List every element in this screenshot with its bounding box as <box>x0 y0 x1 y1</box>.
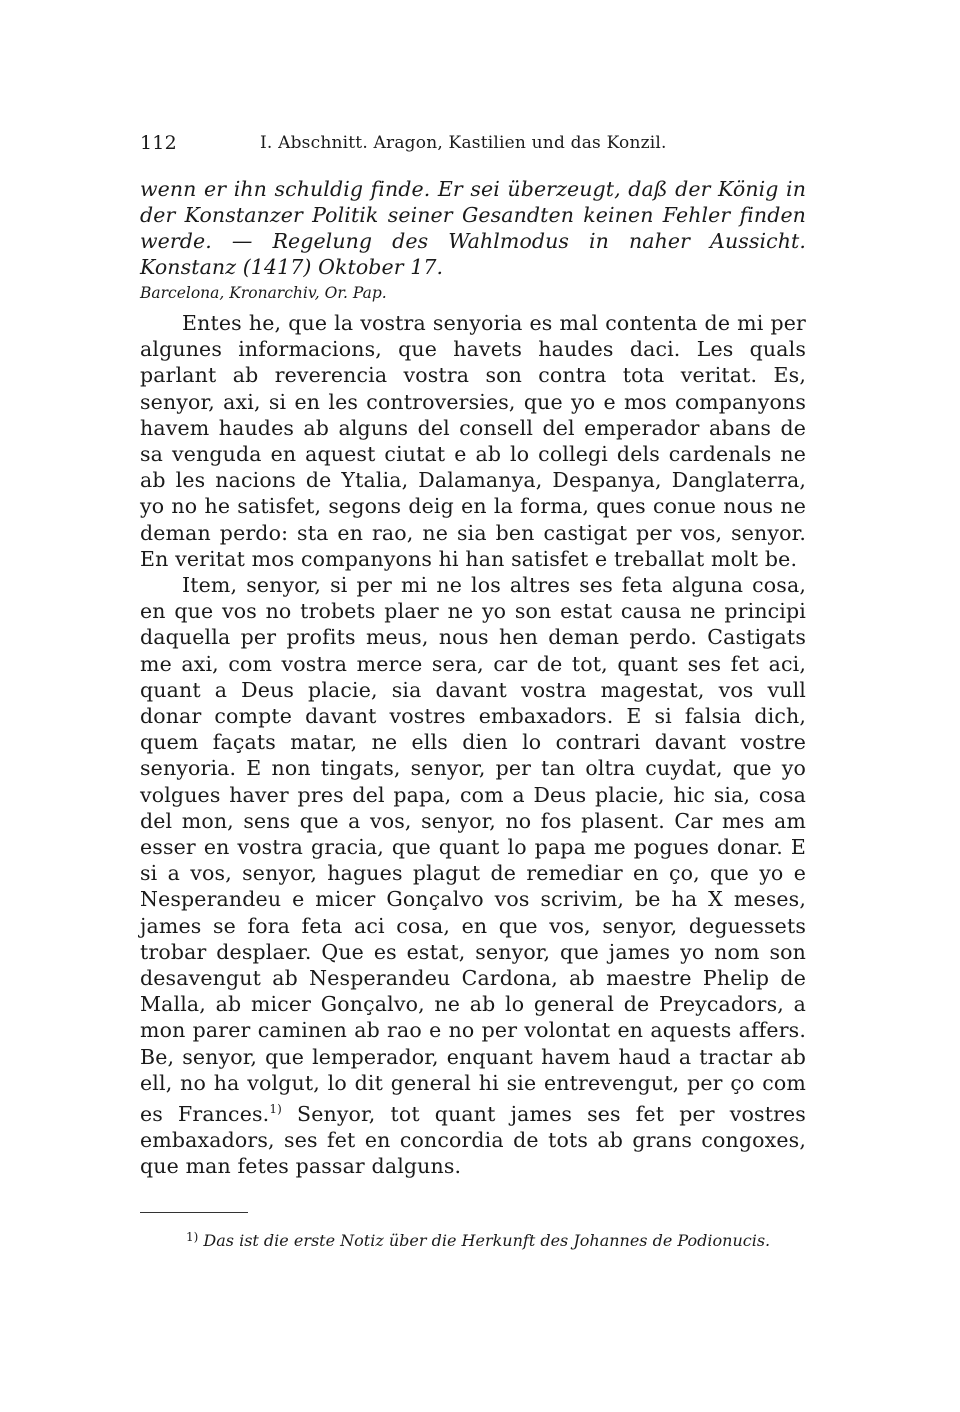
footnote <box>186 1226 806 1252</box>
footnote-reference: 1) <box>269 1102 282 1117</box>
paragraph-text: Item, senyor, si per mi ne los altres ses feta alguna cosa, en que vos no trobets plaer ne yo son estat causa ne principi daquella per profits meus, nous hen deman perdo. Castigats me axi, com vostra merce sera, car de tot, quant ses fet aci, quant a Deus placie, sia davant vostra magestat, vos vull donar compte davant vostres embaxadors. E si falsia dich, quem façats matar, ne ells dien lo contrari davant vostre senyoria. E non tingats, senyor, per tan oltra cuydat, que yo volgues haver pres del papa, com a Deus placie, hic sia, cosa del mon, sens que a vos, senyor, no fos plasent. Car mes am esser en vostra gracia, que quant lo papa me pogues donar. E si a vos, senyor, hagues plagut de remediar en ço, que yo e Nesperandeu e micer Gonçalvo vos scrivim, be ha X meses, james se fora feta aci cosa, en que vos, senyor, deguessets trobar desplaer. Que es estat, senyor, que james yo nom son desavengut ab Nesperandeu Cardona, ab maestre Phelip de Malla, ab micer Gonçalvo, ne ab lo general de Preycadors, a mon parer caminen ab rao e no per volontat en aquests affers. Be, senyor, que lemperador, enquant havem haud a tractar ab ell, no ha volgut, lo dit general hi sie entrevengut, per ço com es Frances. <box>140 573 806 1126</box>
archival-source: Barcelona, Kronarchiv, Or. Pap. <box>140 284 387 302</box>
footnote-mark: 1) <box>186 1230 199 1244</box>
document-summary: wenn er ihn schuldig finde. Er sei überzeugt, daß der König in der Konstanzer Politik seiner Gesandten keinen Fehler finden werde. — Regelung des Wahlmodus in naher Aussicht. Konstanz (1417) Oktober 17. <box>140 177 806 279</box>
body-paragraph <box>140 572 806 1180</box>
body-paragraph: Entes he, que la vostra senyoria es mal contenta de mi per algunes informacions, que havets haudes daci. Les quals parlant ab reverencia vostra son contra tota veritat. Es, senyor, axi, si en les controversies, que yo e mos companyons havem haudes ab alguns del consell del emperador abans de sa venguda en aquest ciutat e ab lo collegi dels cardenals ne ab les nacions de Ytalia, Dalamanya, Despanya, Danglaterra, yo no he satisfet, segons deig en la forma, ques conue nous ne deman perdo: sta en rao, ne sia ben castigat per vos, senyor. En veritat mos companyons hi han satisfet e treballat molt be. <box>140 311 806 571</box>
main-text <box>140 176 806 1180</box>
running-title: I. Abschnitt. Aragon, Kastilien und das Konzil. <box>260 133 667 153</box>
footnote-text: Das ist die erste Notiz über die Herkunft des Johannes de Podionucis. <box>203 1231 771 1250</box>
footnote-divider <box>140 1212 248 1213</box>
paragraph-text: Senyor, tot quant james ses fet per vostres embaxadors, ses fet en concordia de tots ab grans congoxes, que man fetes passar dalguns. <box>140 1101 806 1179</box>
page-number: 112 <box>140 132 177 154</box>
